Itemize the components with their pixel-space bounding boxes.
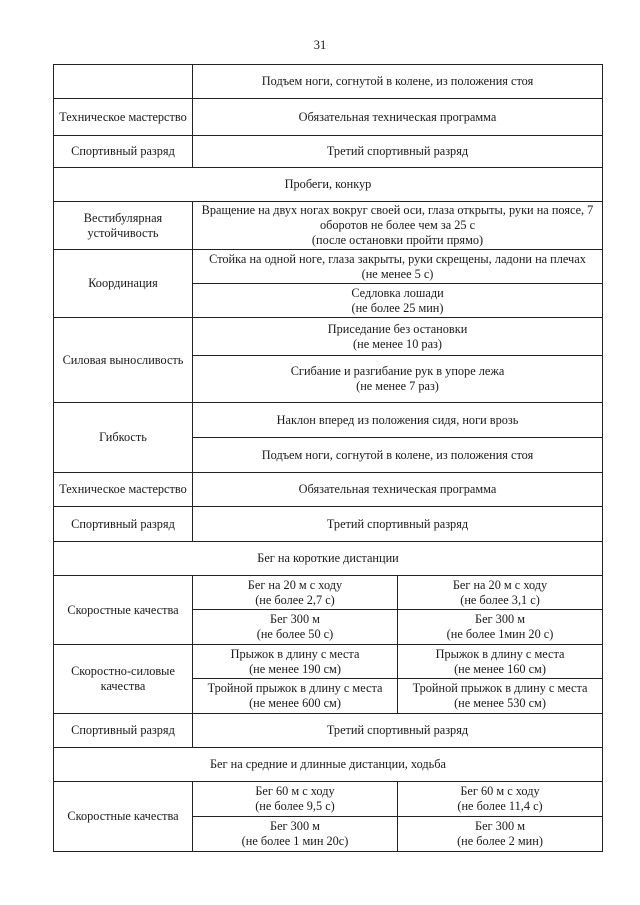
male-norm-cell — [193, 576, 398, 610]
test-norm: (не менее 190 см) — [249, 661, 341, 676]
test-name: Бег 300 м — [270, 819, 320, 833]
row-label: Техническое мастерство — [54, 473, 193, 507]
test-norm: (не менее 7 раз) — [356, 379, 439, 393]
test-norm: (не менее 160 см) — [454, 661, 546, 676]
male-norm-cell — [193, 645, 398, 679]
table-row — [54, 136, 603, 168]
test-cell: Обязательная техническая программа — [193, 473, 603, 507]
table-row — [54, 576, 603, 610]
section-header: Пробеги, конкур — [54, 168, 603, 202]
test-norm: (не менее 600 см) — [249, 696, 341, 710]
test-name: Бег 60 м с ходу — [255, 784, 335, 798]
female-norm-cell — [398, 576, 603, 610]
table-row — [54, 65, 603, 99]
table-row — [54, 782, 603, 817]
table-row — [54, 250, 603, 284]
test-norm: (после остановки пройти прямо) — [311, 233, 484, 247]
test-cell: Третий спортивный разряд — [193, 136, 603, 168]
table-row — [54, 318, 603, 356]
row-label: Скоростно-силовые качества — [54, 645, 193, 714]
female-norm-cell — [398, 679, 603, 714]
section-header-row — [54, 168, 603, 202]
standards-table — [53, 64, 603, 852]
male-norm-cell — [193, 817, 398, 852]
test-name: Седловка лошади — [351, 285, 444, 300]
section-header: Бег на средние и длинные дистанции, ходьба — [54, 748, 603, 782]
test-norm: (не менее 5 с) — [361, 266, 434, 281]
test-name: Вращение на двух ногах вокруг своей оси, глаза открыты, руки на поясе, 7 оборотов не более чем за 25 с — [201, 203, 594, 232]
test-cell — [193, 250, 603, 284]
row-label: Спортивный разряд — [54, 507, 193, 542]
section-header: Бег на короткие дистанции — [54, 542, 603, 576]
row-label: Спортивный разряд — [54, 136, 193, 168]
test-norm: (не более 2,7 с) — [255, 592, 335, 607]
test-cell — [193, 202, 603, 250]
row-label: Гибкость — [54, 403, 193, 473]
female-norm-cell — [398, 610, 603, 645]
test-name: Сгибание и разгибание рук в упоре лежа — [290, 364, 505, 378]
female-norm-cell — [398, 782, 603, 817]
test-cell: Третий спортивный разряд — [193, 507, 603, 542]
test-name: Бег 60 м с ходу — [460, 784, 540, 798]
test-norm: (не более 1мин 20 с) — [446, 627, 554, 641]
test-cell — [193, 356, 603, 403]
test-norm: (не более 25 мин) — [351, 300, 444, 315]
test-name: Бег 300 м — [270, 612, 320, 626]
test-norm: (не менее 10 раз) — [353, 336, 442, 351]
female-norm-cell — [398, 645, 603, 679]
row-label: Вестибулярная устойчивость — [54, 202, 193, 250]
test-name: Бег на 20 м с ходу — [247, 577, 343, 592]
test-name: Бег 300 м — [475, 612, 525, 626]
row-label: Силовая выносливость — [54, 318, 193, 403]
test-norm: (не более 3,1 с) — [460, 592, 540, 607]
row-label: Техническое мастерство — [54, 99, 193, 136]
male-norm-cell — [193, 679, 398, 714]
table-row — [54, 714, 603, 748]
test-name: Прыжок в длину с места — [435, 646, 565, 661]
test-norm: (не более 50 с) — [256, 627, 334, 641]
test-cell: Подъем ноги, согнутой в колене, из положения стоя — [193, 438, 603, 473]
test-cell — [193, 284, 603, 318]
test-norm: (не более 9,5 с) — [255, 799, 335, 813]
table-row — [54, 202, 603, 250]
test-name: Приседание без остановки — [327, 321, 468, 336]
page-number: 31 — [313, 38, 327, 52]
test-cell: Наклон вперед из положения сидя, ноги врозь — [193, 403, 603, 438]
test-cell — [193, 318, 603, 356]
row-label — [54, 65, 193, 99]
test-cell: Третий спортивный разряд — [193, 714, 603, 748]
section-header-row — [54, 542, 603, 576]
table-row — [54, 99, 603, 136]
male-norm-cell — [193, 610, 398, 645]
table-row — [54, 473, 603, 507]
table-row — [54, 645, 603, 679]
row-label: Скоростные качества — [54, 576, 193, 645]
test-name: Стойка на одной ноге, глаза закрыты, руки скрещены, ладони на плечах — [209, 251, 586, 266]
row-label: Скоростные качества — [54, 782, 193, 852]
test-norm: (не более 1 мин 20с) — [241, 834, 349, 848]
test-norm: (не менее 530 см) — [454, 696, 546, 710]
test-name: Тройной прыжок в длину с места — [207, 681, 383, 695]
male-norm-cell — [193, 782, 398, 817]
test-norm: (не более 11,4 с) — [457, 799, 543, 813]
test-name: Бег на 20 м с ходу — [452, 577, 548, 592]
test-name: Тройной прыжок в длину с места — [412, 681, 588, 695]
section-header-row — [54, 748, 603, 782]
test-name: Бег 300 м — [475, 819, 525, 833]
table-row — [54, 403, 603, 438]
test-name: Прыжок в длину с места — [230, 646, 360, 661]
row-label: Спортивный разряд — [54, 714, 193, 748]
female-norm-cell — [398, 817, 603, 852]
row-label: Координация — [54, 250, 193, 318]
test-cell: Обязательная техническая программа — [193, 99, 603, 136]
test-norm: (не более 2 мин) — [457, 834, 543, 848]
test-cell: Подъем ноги, согнутой в колене, из положения стоя — [193, 65, 603, 99]
table-row — [54, 507, 603, 542]
